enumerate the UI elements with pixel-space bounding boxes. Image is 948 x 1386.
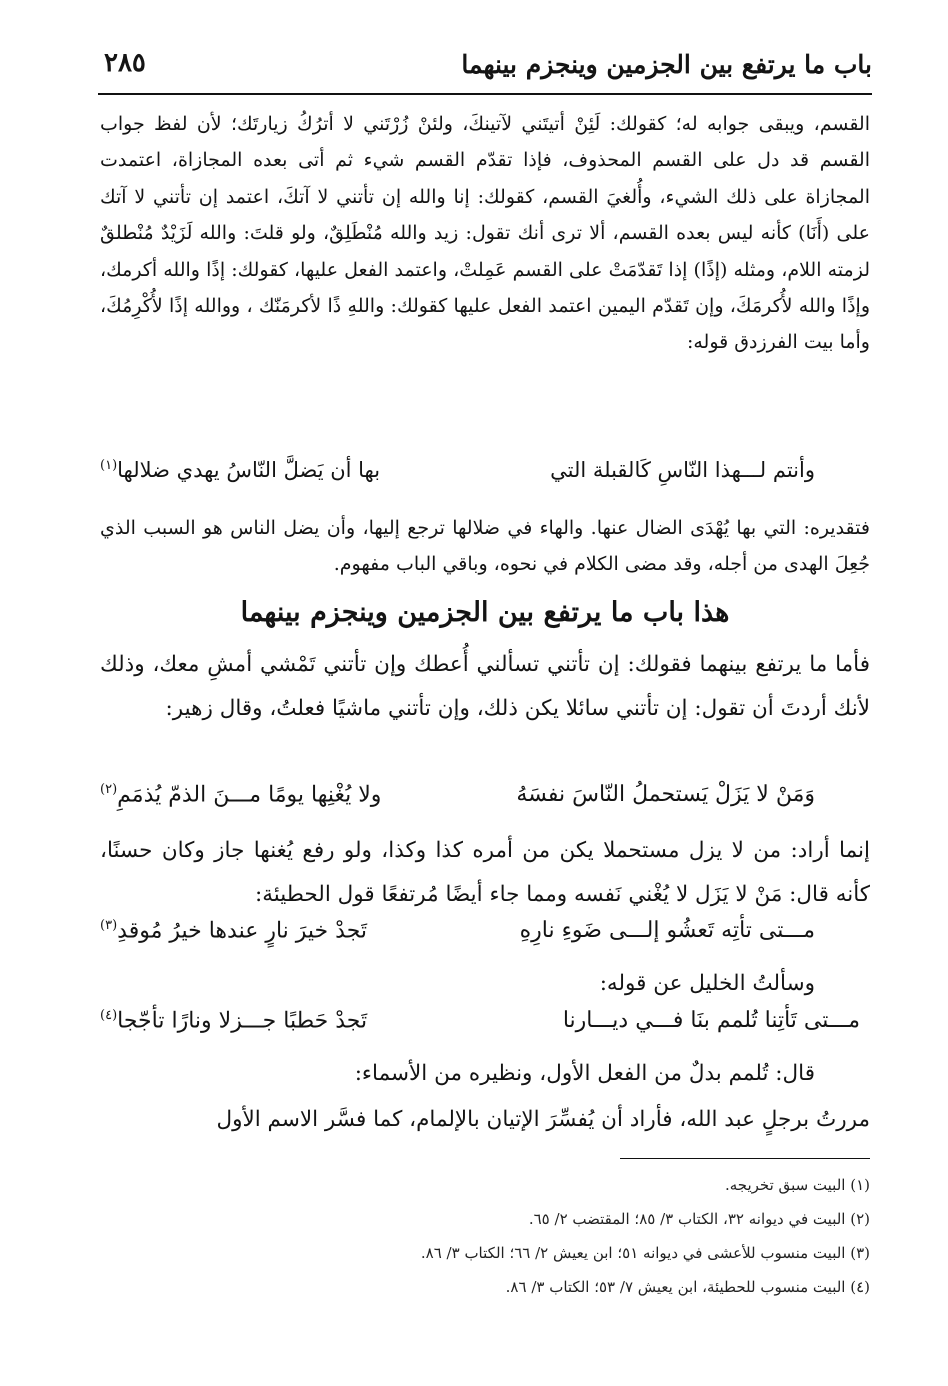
verse-farazdaq [100,458,870,498]
paragraph-marartu: مررتُ برجلٍ عبد الله، فأراد أن يُفسِّرَ الإتيان بالإلمام، كما فسَّر الاسم الأول [216,1107,870,1132]
paragraph-taqdiruh: فتقديره: التي بها يُهْدَى الضال عنها. والهاء في ضلالها ترجع إليها، وأن يضل الناس هو السبب الذي جُعِلَ الهدى من أجله، وقد مضى الكلام في نحوه، وباقي الباب مفهوم. [100,517,870,576]
footnotes [100,1170,870,1306]
verse-first-hemistich: وأنتم لـــهذا النّاسِ كَالقبلة التي [550,458,815,482]
verse-second-text: تَجدْ خيرَ نارٍ عندها خيرُ مُوقدِ [117,918,368,944]
page-number: ٢٨٥ [104,48,146,78]
footnote-marker: (٢) [100,782,118,797]
verse-hutayah [100,918,870,958]
footnote-divider [620,1158,870,1159]
verse-second-hemistich [100,782,381,807]
footnote-4: (٤) البيت منسوب للحطيئة، ابن يعيش ٧/ ٥٣؛ الكتاب ٣/ ٨٦. [505,1278,870,1296]
verse-first-hemistich: وَمَنْ لا يَزَلْ يَستحملُ النّاسَ نفسَهُ [516,782,815,807]
footnote-marker: (٤) [100,1008,118,1023]
section-heading: هذا باب ما يرتفع بين الجزمين وينجزم بينهما [240,597,730,628]
footnote-2: (٢) البيت في ديوانه ٣٢، الكتاب ٣/ ٨٥؛ المقتضب ٢/ ٦٥. [528,1210,870,1228]
paragraph-qasam: القسم، ويبقى جوابه له؛ كقولك: لَئِنْ أتيتَني لآتينكَ، ولئنْ زُرْتَني لا أترُكُ زيارتَك؛ لأن لفظ جواب القسم قد دل على القسم المحذوف، فإذا تقدّم القسم شيء ثم أتى بعده المجازاة، اعتمدت المجازاة على ذلك الشيء، وأُلغيَ القسم، كقولك: إنا والله إن تأتني لا آتكَ، اعتمد إن تأتني لا آتك على (أَنَا) كأنه ليس بعده القسم، ألا ترى أنك تقول: زيد والله مُنْطَلِقٌ، ولو قلتَ: والله لَزَيْدٌ مُنْطلقٌ لزمته اللام، ومثله (إذًا) إذا تَقدّمَتْ على القسم عَمِلتْ، واعتمد الفعل عليها، كقولك: إذًا والله أكرمك، وإذًا والله لأُكرمَكَ، وإن تَقدّم اليمين اعتمد الفعل عليها كقولك: واللهِ ذًا لأكرمَنّك ، ووالله إذًا لأُكْرِمُكَ، وأما بيت الفرزدق قوله: [100,113,870,354]
verse-zuhayr [100,782,870,822]
footnote-1: (١) البيت سبق تخريجه. [724,1176,870,1194]
verse-tulmim [100,1008,870,1048]
verse-first-hemistich: مـــتى تأتِه تَعشُو إلـــى ضَوءِ نارِهِ [519,918,815,943]
running-title: باب ما يرتفع بين الجزمين وينجزم بينهما [461,50,872,79]
verse-second-text: ولا يُغْنِها يومًا مـــنَ الذمّ يُذمَمِ [117,782,382,808]
paragraph-yartafi: فأما ما يرتفع بينهما فقولك: إن تأتني تسألني أُعطك وإن تأتني تَمْشي أمشِ معك، وذلك لأنك أردتَ أن تقول: إن تأتني سائلا يكن ذلك، وإن تأتني ماشيًا فعلتُ، وقال زهير: [100,652,870,721]
footnote-3: (٣) البيت منسوب للأعشى في ديوانه ٥١؛ ابن يعيش ٢/ ٦٦؛ الكتاب ٣/ ٨٦. [420,1244,870,1262]
verse-second-hemistich [100,918,367,943]
header-divider [98,93,872,95]
verse-second-hemistich [100,458,380,482]
verse-second-hemistich [100,1008,367,1033]
footnote-marker: (١) [100,458,118,473]
page-header [98,44,872,92]
verse-second-text: تَجدْ حَطبًا جـــزلا ونارًا تأجّجا [117,1008,368,1034]
footnote-marker: (٣) [100,918,118,933]
paragraph-khalil: وسألتُ الخليل عن قوله: [599,971,815,996]
paragraph-innama: إنما أراد: من لا يزل مستحملا يكن من أمره كذا وكذا، ولو رفع يُغنها جاز وكان حسنًا، كأنه قال: مَنْ لا يَزَل لا يُغْني نَفسه ومما جاء أيضًا مُرتفعًا قول الحطيئة: [100,838,870,907]
verse-first-hemistich: مـــتى تَأتِنا تُلمم بنَا فـــي ديـــارنا [562,1008,860,1033]
paragraph-tulmim-badal: قال: تُلمم بدلٌ من الفعل الأول، ونظيره من الأسماء: [354,1061,815,1086]
verse-second-text: بها أن يَضلَّ النّاسُ يهدي ضلالها [117,458,381,482]
